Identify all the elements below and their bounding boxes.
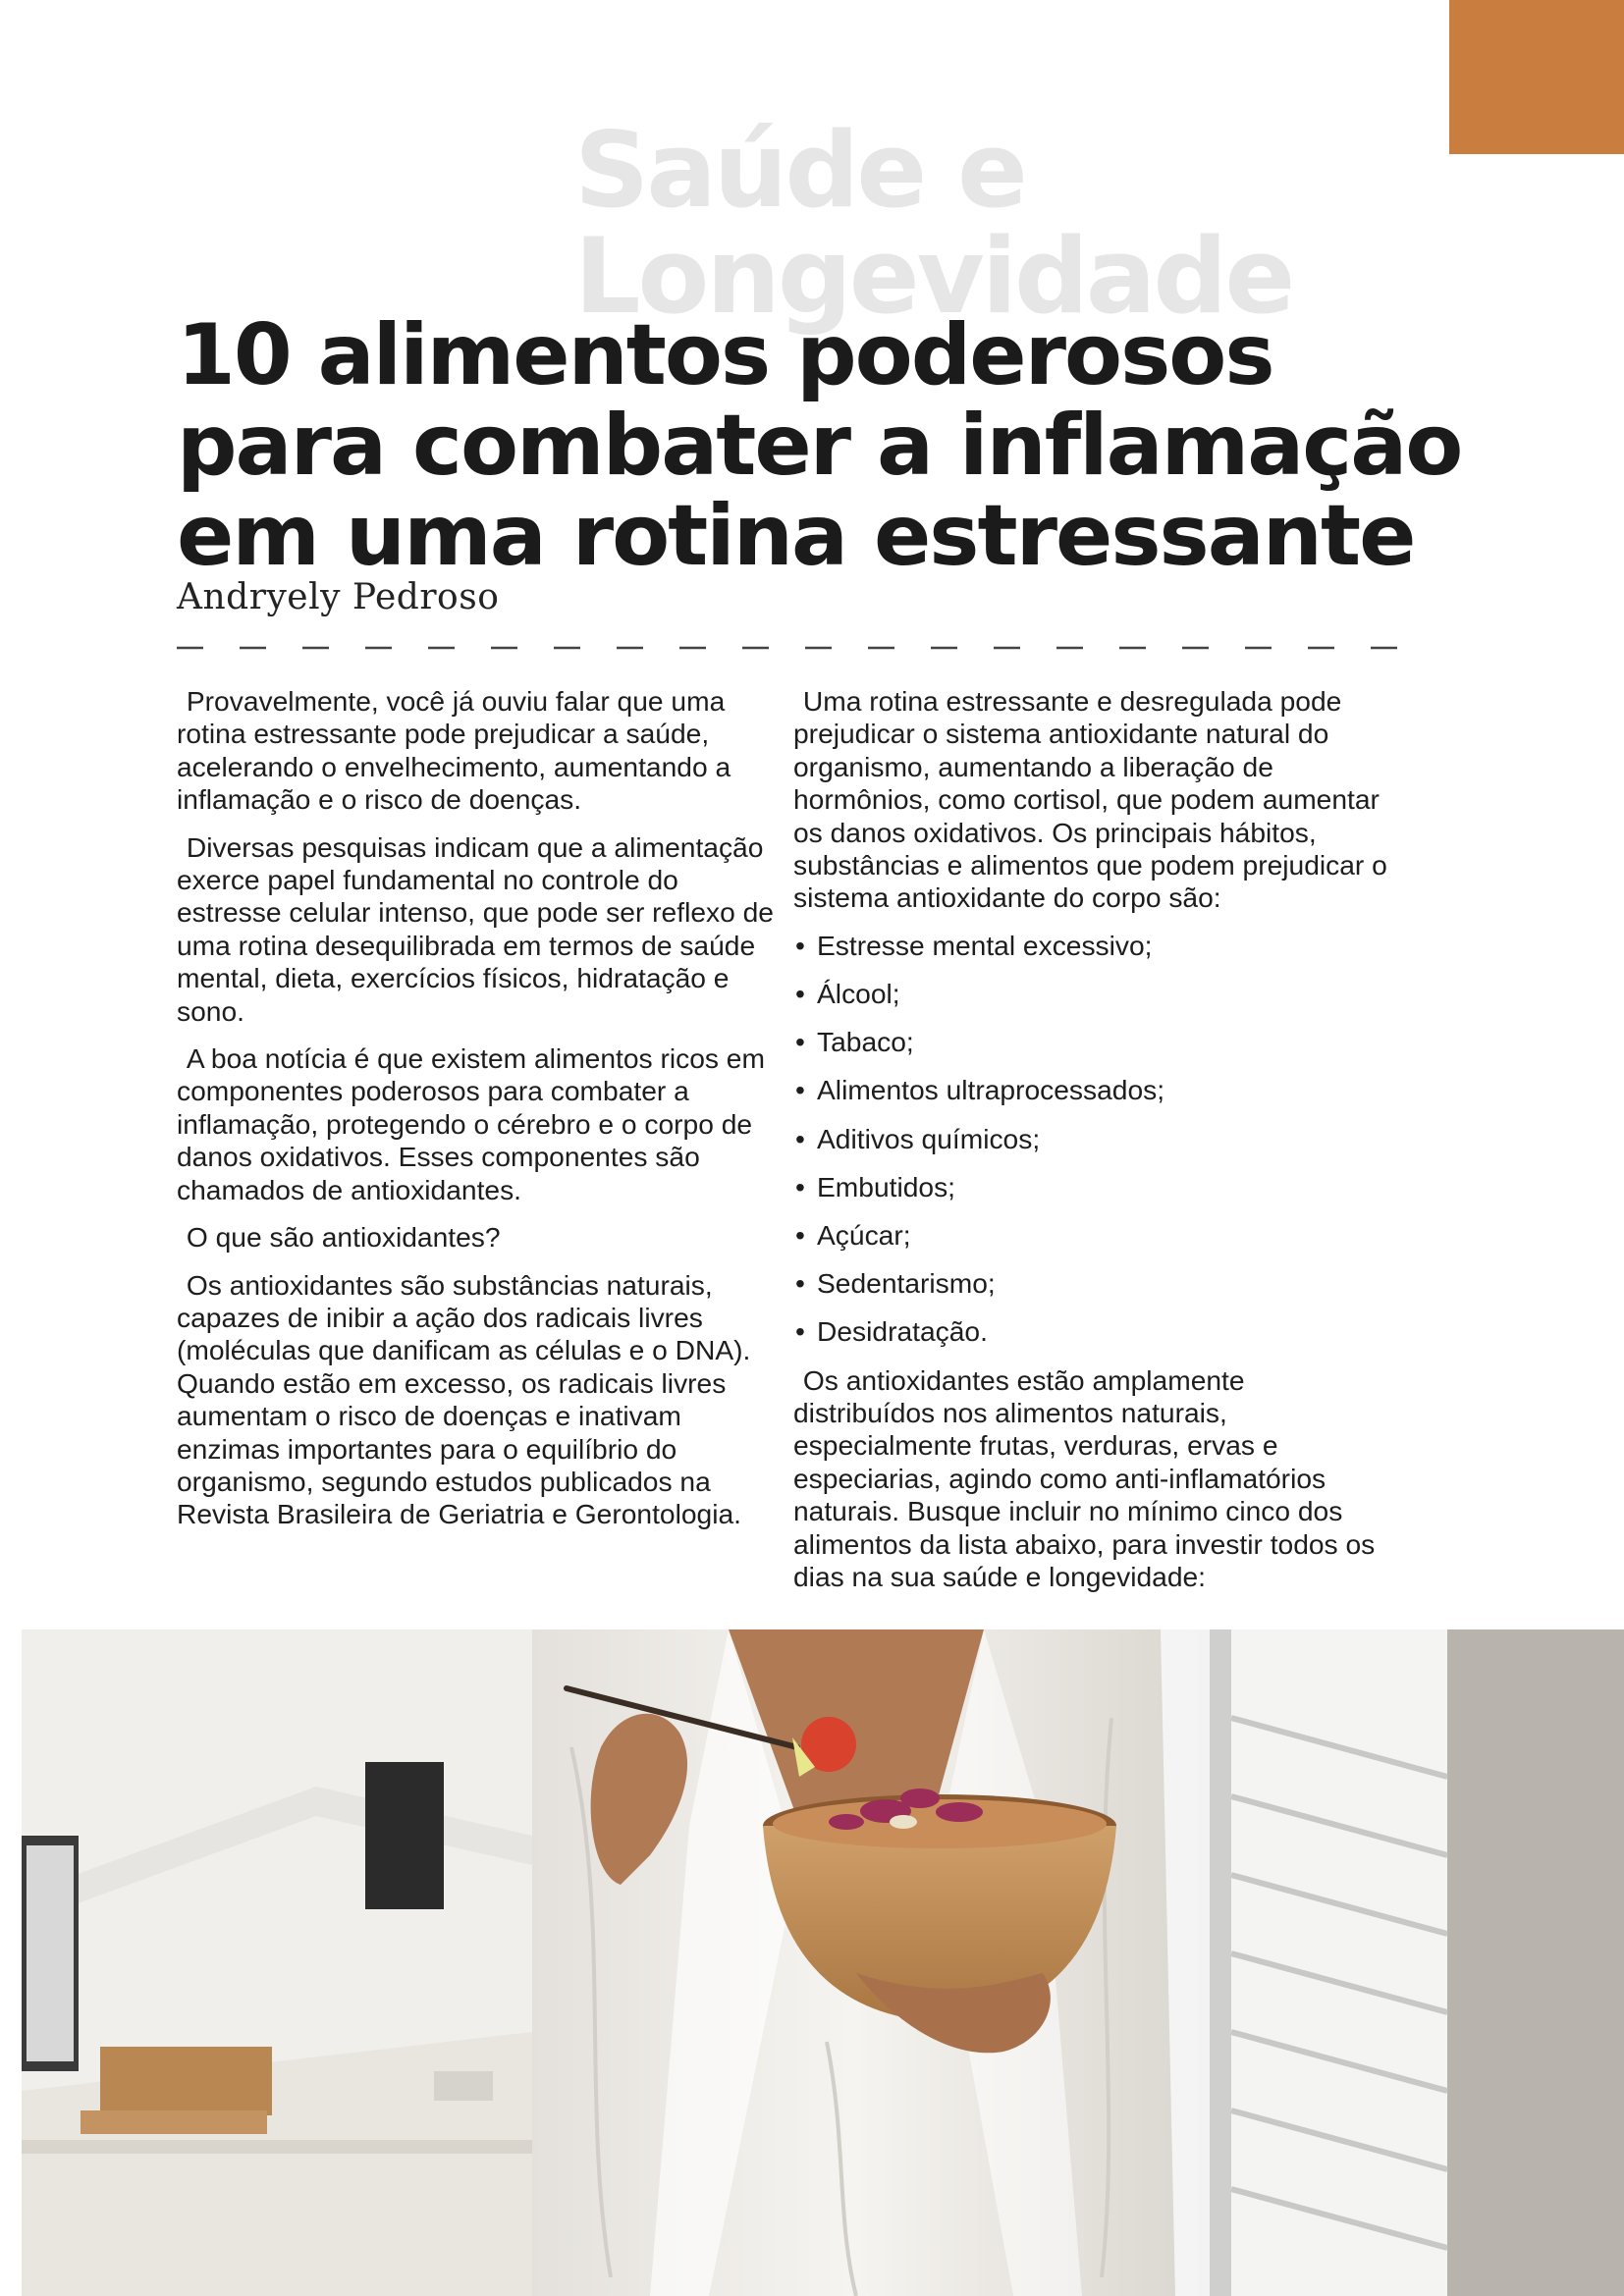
list-item: • Aditivos químicos; — [793, 1123, 1392, 1155]
list-item: • Álcool; — [793, 978, 1392, 1010]
list-item: • Estresse mental excessivo; — [793, 930, 1392, 962]
list-item: • Tabaco; — [793, 1026, 1392, 1058]
paragraph: Provavelmente, você já ouviu falar que uma rotina estressante pode prejudicar a saúde, acelerando o envelhecimento, aumentando a inflamação e o risco de doenças. — [177, 685, 731, 816]
list-item: • Embutidos; — [793, 1171, 1392, 1203]
left-column — [177, 685, 776, 1546]
article-headline — [177, 306, 1483, 585]
author-byline: Andryely Pedroso — [177, 577, 500, 617]
woman-eating-salad-illustration — [22, 1629, 1624, 2296]
section-title: Saúde e Longevidade — [574, 110, 1293, 337]
paragraph: A boa notícia é que existem alimentos ricos em componentes poderosos para combater a inflamação, protegendo o cérebro e o corpo de danos oxidativos. Esses componentes são chamados de antioxidantes. — [177, 1042, 765, 1205]
headline-line-3: em uma rotina estressante — [177, 487, 1415, 585]
dashed-divider — [177, 638, 1434, 658]
paragraph: Os antioxidantes são substâncias naturais, capazes de inibir a ação dos radicais livres (moléculas que danificam as células e o DNA). Quando estão em excesso, os radicais livres aumentam o risco de doenças e inativam enzimas importantes para o equilíbrio do organismo, segundo estudos publicados na Revista Brasileira de Geriatria e Gerontologia. — [177, 1268, 751, 1530]
list-item: • Sedentarismo; — [793, 1267, 1392, 1300]
corner-accent-tab — [1449, 0, 1624, 154]
paragraph: Uma rotina estressante e desregulada pode prejudicar o sistema antioxidante natural do organismo, aumentando a liberação de hormônios, como cortisol, que podem aumentar os danos oxidativos. Os principais hábitos, substâncias e alimentos que podem prejudicar o sistema antioxidante do corpo são: — [793, 685, 1387, 914]
harmful-habits-list — [793, 930, 1392, 1349]
right-column — [793, 685, 1392, 1609]
list-item: • Desidratação. — [793, 1315, 1392, 1348]
article-photo — [22, 1629, 1624, 2296]
headline-line-1: 10 alimentos poderosos — [177, 306, 1273, 404]
paragraph: Diversas pesquisas indicam que a alimentação exerce papel fundamental no controle do estresse celular intenso, que pode ser reflexo de uma rotina desequilibrada em termos de saúde mental, dieta, exercícios físicos, hidratação e sono. — [177, 830, 774, 1027]
list-item: • Açúcar; — [793, 1219, 1392, 1252]
headline-line-2: para combater a inflamação — [177, 397, 1462, 495]
paragraph: Os antioxidantes estão amplamente distribuídos nos alimentos naturais, especialmente frutas, verduras, ervas e especiarias, agindo como anti-inflamatórios naturais. Busque incluir no mínimo cinco dos alimentos da lista abaixo, para investir todos os dias na sua saúde e longevidade: — [793, 1363, 1376, 1593]
subheading: O que são antioxidantes? — [186, 1221, 501, 1254]
list-item: • Alimentos ultraprocessados; — [793, 1074, 1392, 1106]
